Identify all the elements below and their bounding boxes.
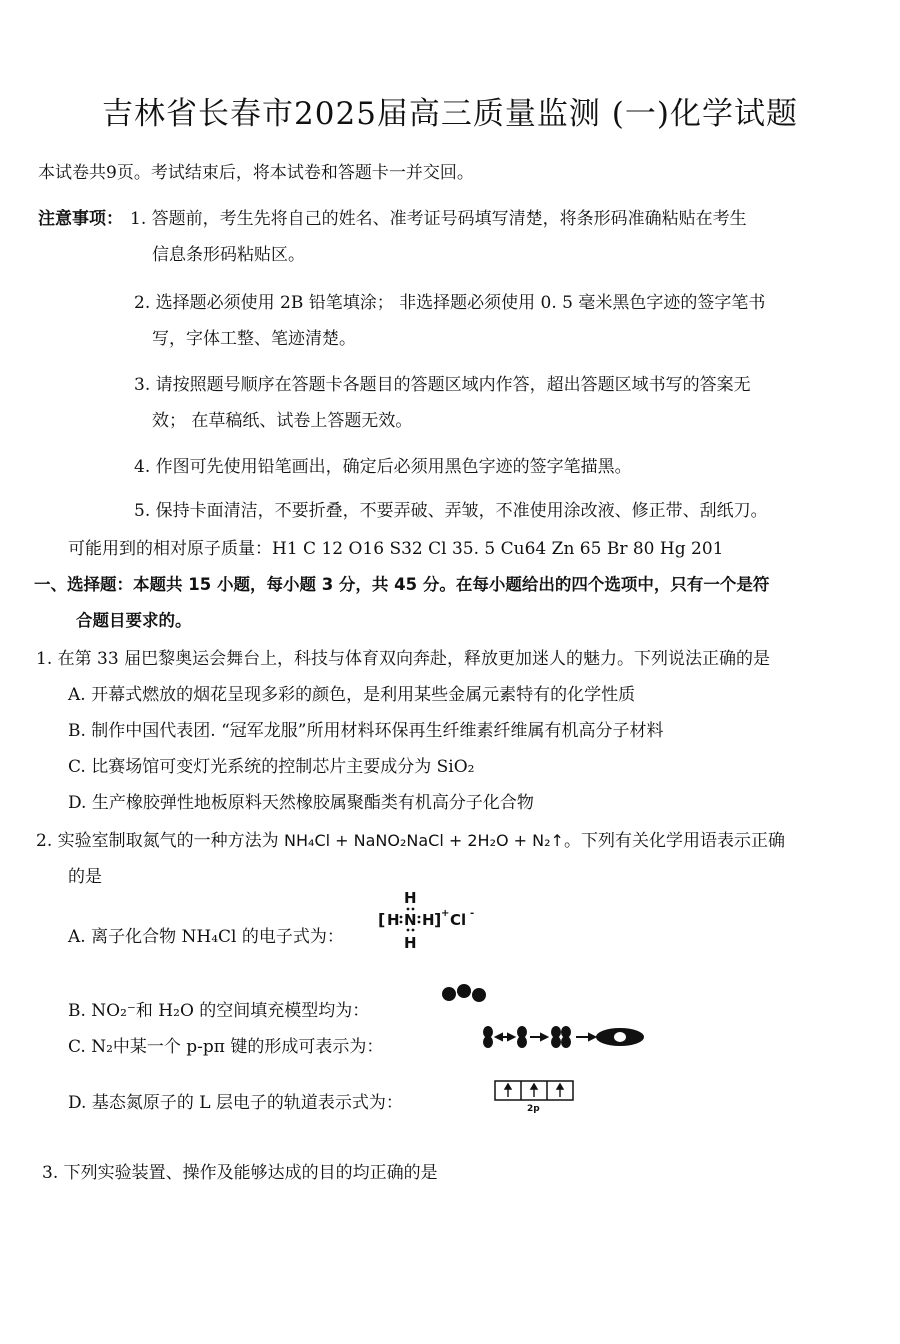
section-heading: 一、选择题：本题共 15 小题，每小题 3 分，共 45 分。在每小题给出的四个选项中，只有一个是符 [34, 575, 770, 594]
question-2-stem-a: 2. 实验室制取氮气的一种方法为 [36, 831, 285, 851]
notice-item-3: 3. 请按照题号顺序在答题卡各题目的答题区域内作答，超出答题区域书写的答案无 [134, 375, 751, 395]
lewis-bracket-close: ] [434, 910, 442, 929]
lewis-h-top: H [404, 889, 417, 907]
question-1-option-d: D. 生产橡胶弹性地板原料天然橡胶属聚酯类有机高分子化合物 [68, 793, 534, 813]
orbital-diagram-figure [494, 1080, 576, 1114]
notice-label: 注意事项： [38, 209, 123, 229]
question-2-stem-cont: 的是 [68, 867, 102, 887]
question-2-option-d: D. 基态氮原子的 L 层电子的轨道表示式为： [68, 1093, 403, 1113]
p-p-pi-bond-figure [474, 1024, 650, 1050]
notice-item-4: 4. 作图可先使用铅笔画出，确定后必须用黑色字迹的签字笔描黑。 [134, 457, 632, 477]
lewis-h-left: H [387, 911, 400, 929]
section-heading-cont: 合题目要求的。 [76, 611, 192, 630]
lewis-bracket-open: [ [378, 910, 386, 929]
notice-item-2: 2. 选择题必须使用 2B 铅笔填涂； 非选择题必须使用 0. 5 毫米黑色字迹的签字笔书 [134, 293, 766, 313]
intro-text: 本试卷共9页。考试结束后，将本试卷和答题卡一并交回。 [38, 163, 474, 183]
question-2-option-a: A. 离子化合物 NH₄Cl 的电子式为： [68, 927, 344, 947]
lewis-cl: Cl [450, 911, 467, 929]
notice-item-5: 5. 保持卡面清洁，不要折叠，不要弄破、弄皱，不准使用涂改液、修正带、刮纸刀。 [134, 501, 768, 521]
orbital-label: 2p [527, 1104, 540, 1114]
question-1-option-a: A. 开幕式燃放的烟花呈现多彩的颜色，是利用某些金属元素特有的化学性质 [68, 685, 636, 705]
question-2-stem [36, 830, 785, 852]
lewis-minus-charge: - [470, 908, 475, 919]
question-3-stem: 3. 下列实验装置、操作及能够达成的目的均正确的是 [42, 1163, 438, 1183]
lewis-plus-charge: + [441, 908, 450, 919]
ammonium-chloride-lewis-structure [374, 888, 484, 952]
question-2-option-c: C. N₂中某一个 p-pπ 键的形成可表示为： [68, 1037, 384, 1057]
notice-item-1: 1. 答题前，考生先将自己的姓名、准考证号码填写清楚，将条形码准确粘贴在考生 [130, 209, 747, 229]
notice-item-2-cont: 写，字体工整、笔迹清楚。 [152, 329, 356, 349]
question-1-option-c: C. 比赛场馆可变灯光系统的控制芯片主要成分为 SiO₂ [68, 757, 475, 777]
question-2-stem-b: 。下列有关化学用语表示正确 [563, 831, 785, 851]
notice-item-1-cont: 信息条形码粘贴区。 [152, 245, 305, 265]
notice-item-3-cont: 效； 在草稿纸、试卷上答题无效。 [152, 411, 413, 431]
atomic-masses: 可能用到的相对原子质量：H1 C 12 O16 S32 Cl 35. 5 Cu64 Zn 65 Br 80 Hg 201 [68, 539, 724, 559]
lewis-h-bottom: H [404, 934, 417, 952]
page-title: 吉林省长春市2025届高三质量监测 (一)化学试题 [102, 96, 798, 132]
space-filling-model-figure [438, 982, 492, 1004]
question-2-option-b: B. NO₂⁻和 H₂O 的空间填充模型均为： [68, 1001, 370, 1021]
question-1-option-b: B. 制作中国代表团. “冠军龙服”所用材料环保再生纤维素纤维属有机高分子材料 [68, 721, 664, 741]
question-2-equation: NH₄Cl + NaNO₂NaCl + 2H₂O + N₂↑ [284, 831, 564, 850]
lewis-h-right: H [422, 911, 435, 929]
question-1-stem: 1. 在第 33 届巴黎奥运会舞台上，科技与体育双向奔赴，释放更加迷人的魅力。下列说法正确的是 [36, 649, 771, 669]
lewis-n-center: N [404, 911, 417, 929]
